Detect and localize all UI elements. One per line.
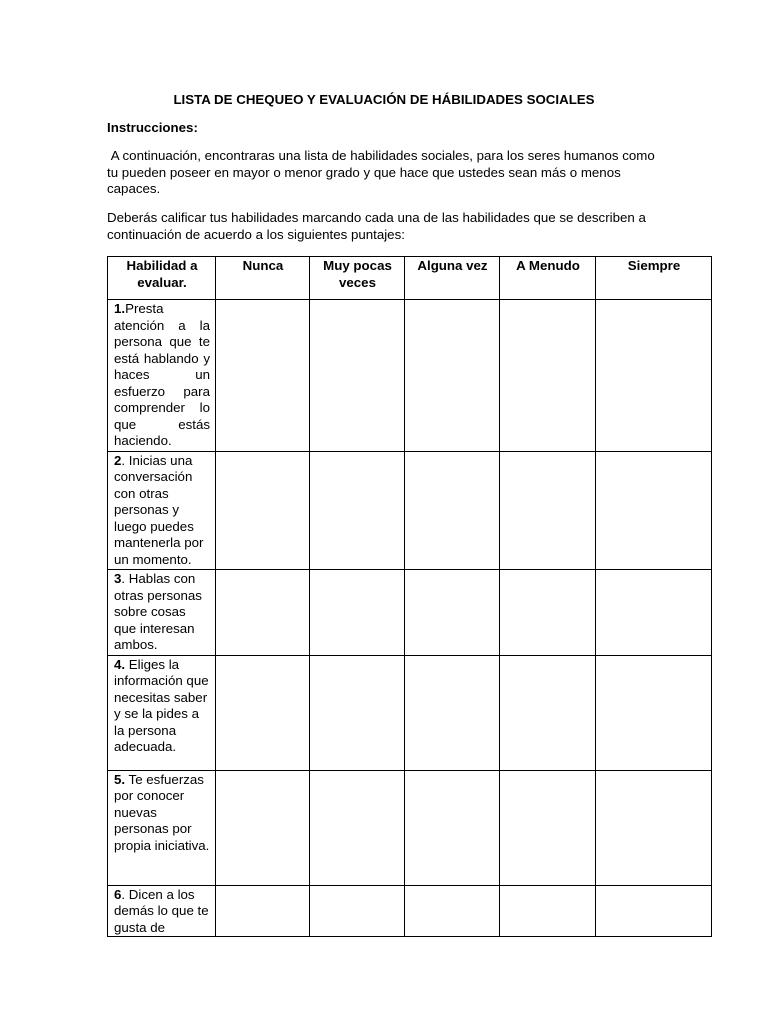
- rating-cell-a-menudo[interactable]: [500, 655, 596, 770]
- rating-cell-muy-pocas-veces[interactable]: [310, 570, 405, 656]
- table-row: [108, 655, 712, 770]
- rating-cell-siempre[interactable]: [596, 770, 712, 885]
- table-row: [108, 300, 712, 452]
- rating-cell-alguna-vez[interactable]: [405, 300, 500, 452]
- skill-number: 4.: [114, 656, 126, 672]
- scoring-paragraph: Deberás calificar tus habilidades marcando cada una de las habilidades que se describen a continuación de acuerdo a los siguientes puntajes:: [107, 210, 646, 242]
- rating-cell-a-menudo[interactable]: [500, 885, 596, 936]
- rating-cell-nunca[interactable]: [216, 885, 310, 936]
- header-siempre: Siempre: [596, 257, 712, 300]
- skill-cell: [108, 770, 216, 885]
- rating-cell-muy-pocas-veces[interactable]: [310, 655, 405, 770]
- rating-cell-nunca[interactable]: [216, 451, 310, 570]
- skill-number: 3: [114, 571, 122, 586]
- intro-paragraph: [107, 148, 657, 198]
- rating-cell-alguna-vez[interactable]: [405, 885, 500, 936]
- skill-number: 2: [114, 452, 122, 468]
- rating-cell-muy-pocas-veces[interactable]: [310, 451, 405, 570]
- rating-cell-a-menudo[interactable]: [500, 300, 596, 452]
- skill-cell-clip: [114, 887, 210, 935]
- skill-cell: [108, 885, 216, 936]
- instructions-label: Instrucciones:: [107, 120, 198, 135]
- rating-cell-a-menudo[interactable]: [500, 451, 596, 570]
- document-title: LISTA DE CHEQUEO Y EVALUACIÓN DE HÁBILIDADES SOCIALES: [173, 92, 595, 107]
- header-alguna-vez: Alguna vez: [405, 257, 500, 300]
- rating-cell-muy-pocas-veces[interactable]: [310, 300, 405, 452]
- rating-cell-siempre[interactable]: [596, 655, 712, 770]
- rating-cell-alguna-vez[interactable]: [405, 451, 500, 570]
- rating-cell-alguna-vez[interactable]: [405, 655, 500, 770]
- rating-cell-muy-pocas-veces[interactable]: [310, 770, 405, 885]
- skill-text: . Dicen a los demás lo que te gusta de: [114, 886, 209, 935]
- rating-cell-nunca[interactable]: [216, 300, 310, 452]
- skill-text: . Hablas con otras personas sobre cosas que interesan ambos.: [114, 571, 202, 652]
- table-row: [108, 885, 712, 936]
- table-row: [108, 770, 712, 885]
- rating-cell-siempre[interactable]: [596, 885, 712, 936]
- header-skill: Habilidad a evaluar.: [108, 257, 216, 300]
- skill-text: Presta atención a la persona que te está hablando y haces un esfuerzo para comprender lo que estás haciendo.: [114, 301, 210, 448]
- rating-cell-a-menudo[interactable]: [500, 770, 596, 885]
- rating-cell-muy-pocas-veces[interactable]: [310, 885, 405, 936]
- header-a-menudo: A Menudo: [500, 257, 596, 300]
- evaluation-table: [107, 256, 712, 937]
- header-nunca: Nunca: [216, 257, 310, 300]
- rating-cell-a-menudo[interactable]: [500, 570, 596, 656]
- header-muy-pocas-veces: Muy pocas veces: [310, 257, 405, 300]
- intro-paragraph-text: A continuación, encontraras una lista de habilidades sociales, para los seres humanos como tu pueden poseer en mayor o menor grado y que hace que ustedes sean más o menos capaces.: [107, 148, 659, 196]
- rating-cell-alguna-vez[interactable]: [405, 570, 500, 656]
- skill-text: . Inicias una conversación con otras personas y luego puedes mantenerla por un momento.: [114, 452, 204, 567]
- skill-number: 6: [114, 886, 122, 902]
- rating-cell-siempre[interactable]: [596, 451, 712, 570]
- rating-cell-siempre[interactable]: [596, 570, 712, 656]
- rating-cell-nunca[interactable]: [216, 770, 310, 885]
- rating-cell-nunca[interactable]: [216, 570, 310, 656]
- rating-cell-siempre[interactable]: [596, 300, 712, 452]
- skill-cell: [108, 655, 216, 770]
- skill-number: 5.: [114, 771, 126, 787]
- table-row: [108, 570, 712, 656]
- skill-cell: [108, 451, 216, 570]
- rating-cell-alguna-vez[interactable]: [405, 770, 500, 885]
- skill-text: Eliges la información que necesitas saber y se la pides a la persona adecuada.: [114, 656, 209, 754]
- table-row: [108, 451, 712, 570]
- skill-cell: [108, 300, 216, 452]
- skill-number: 1.: [114, 301, 126, 316]
- rating-cell-nunca[interactable]: [216, 655, 310, 770]
- skill-cell: [108, 570, 216, 656]
- table-header-row: [108, 257, 712, 300]
- skill-text: Te esfuerzas por conocer nuevas personas por propia iniciativa.: [114, 771, 210, 853]
